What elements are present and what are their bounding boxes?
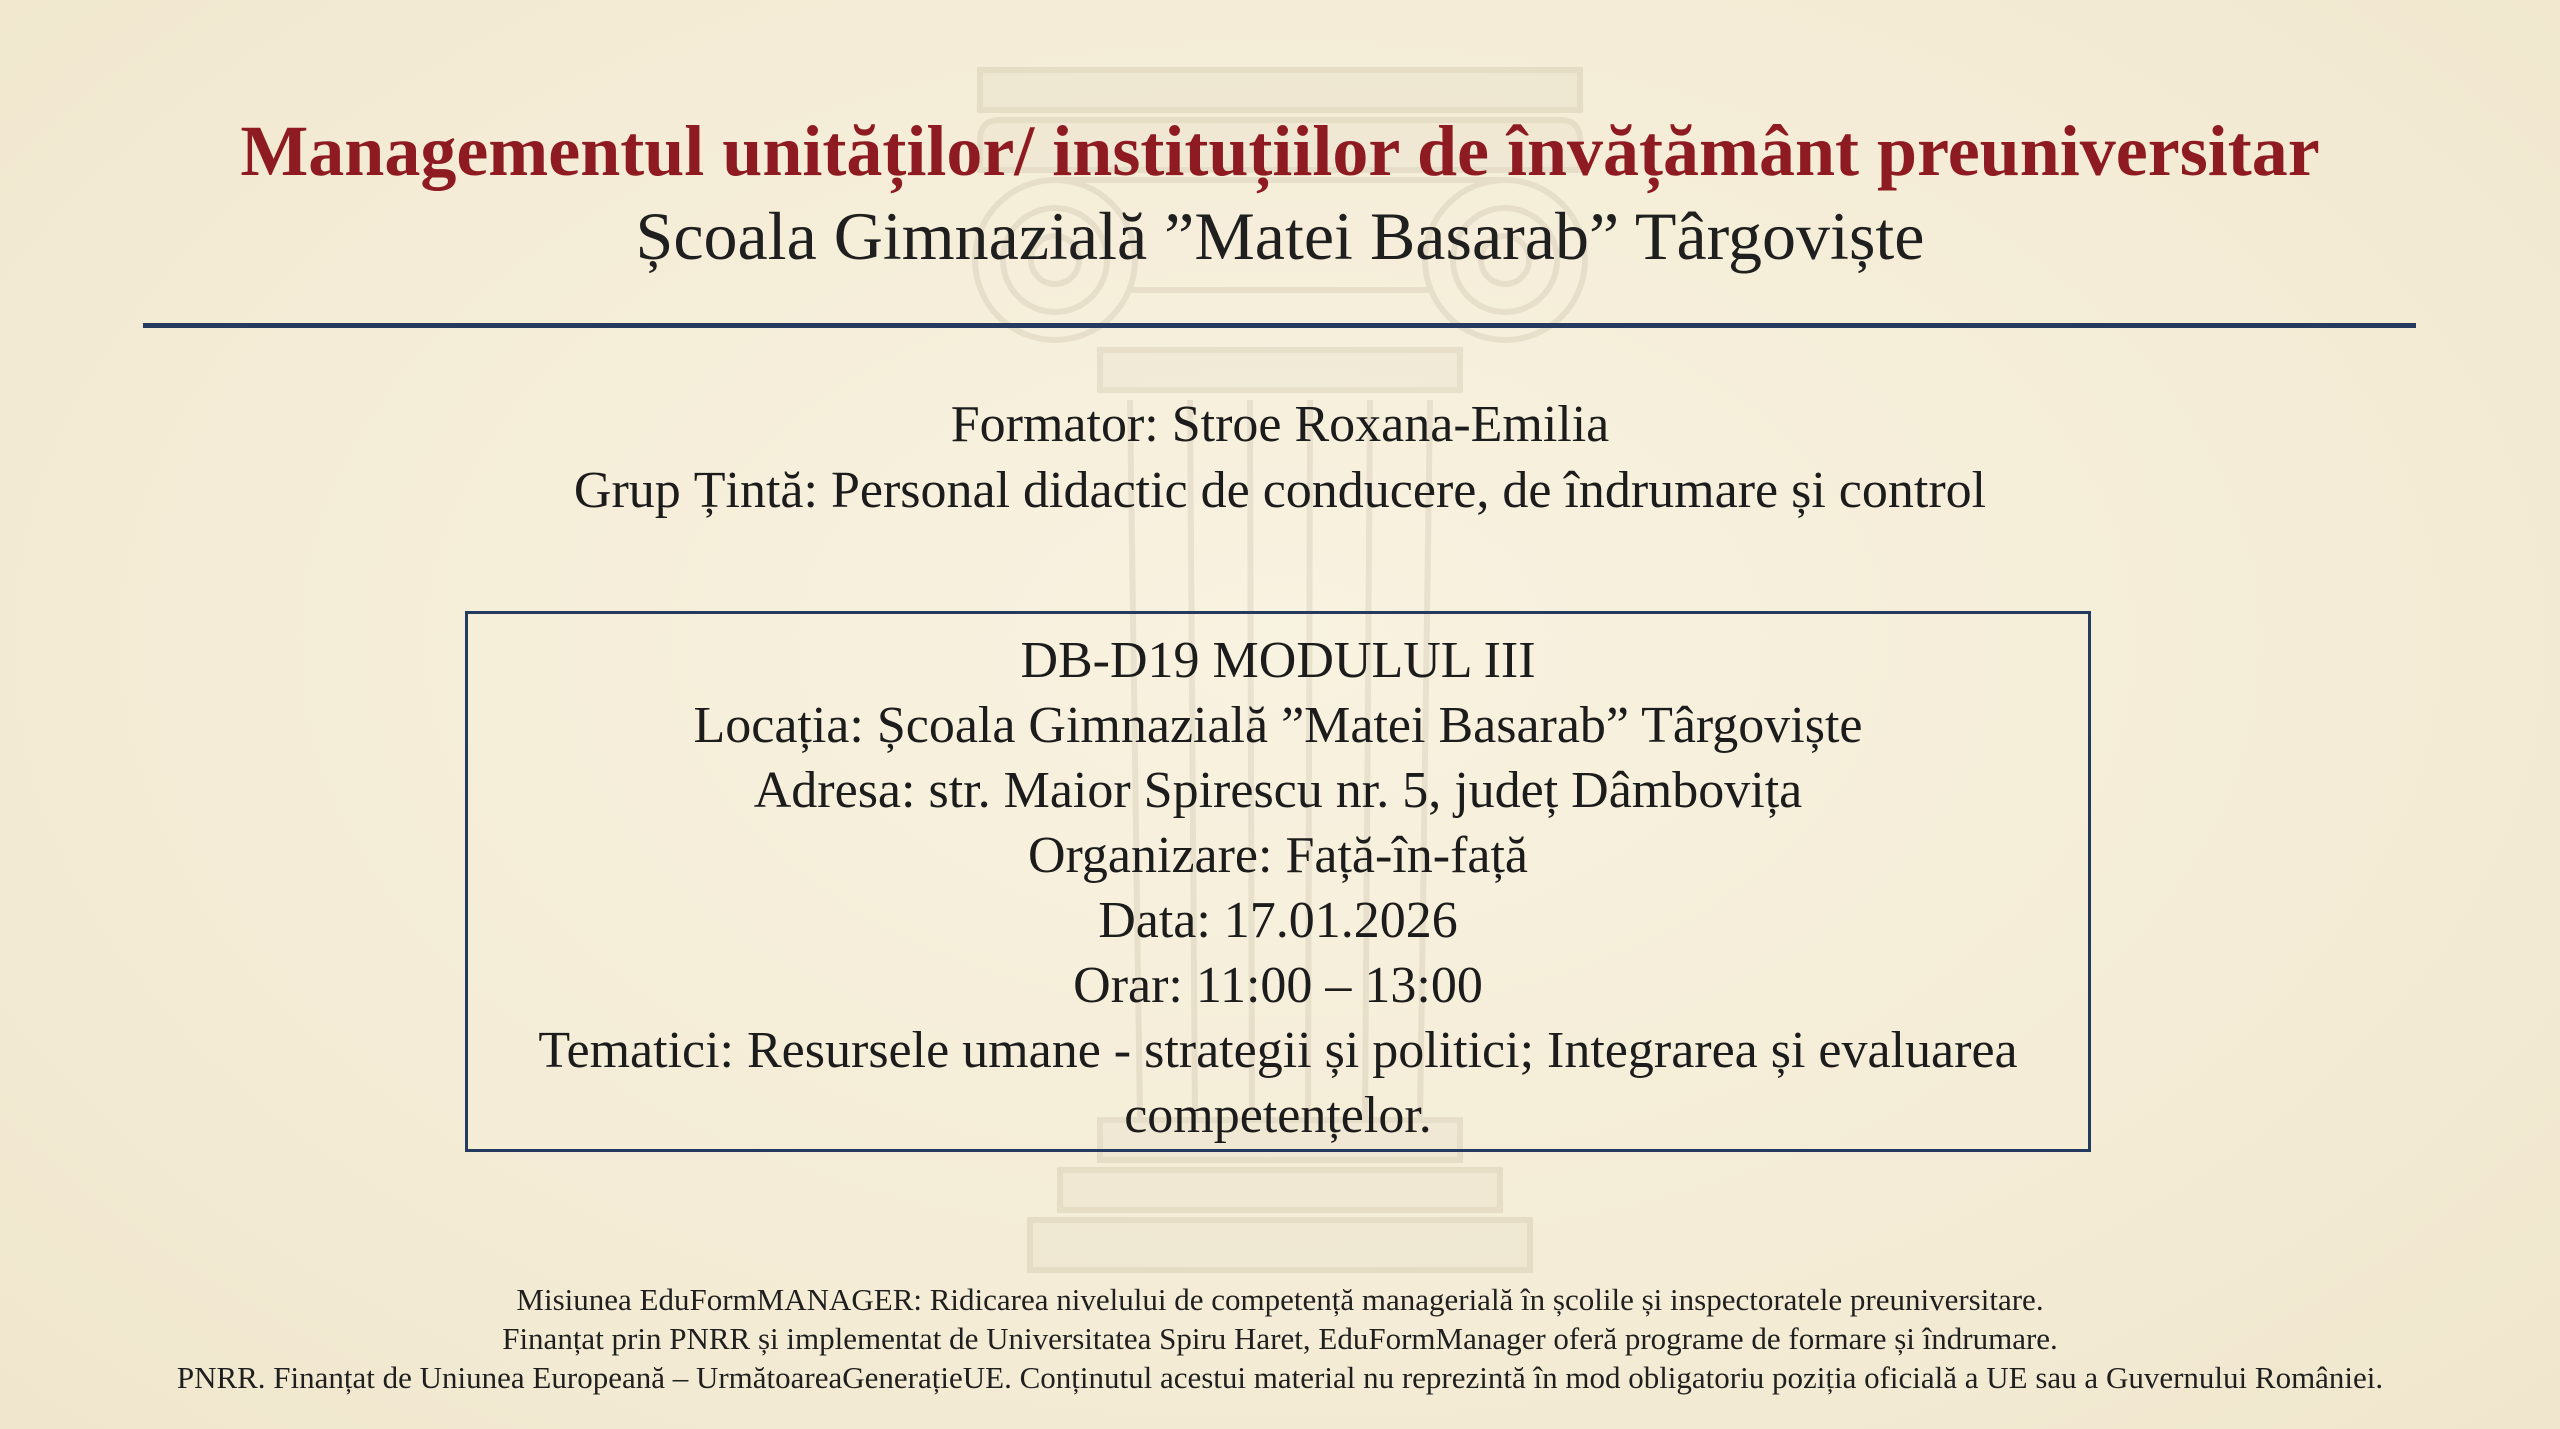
target-group: Grup Țintă: Personal didactic de conducere, de îndrumare și control [573, 462, 1987, 519]
module-date: Data: 17.01.2026 [1098, 892, 1458, 949]
module-topics-line1: Tematici: Resursele umane - strategii și politici; Integrarea și evaluarea [538, 1022, 2018, 1079]
page-title: Managementul unităților/ instituțiilor de învățământ preuniversitar [240, 111, 2320, 191]
module-topics-line2: competențelor. [1124, 1087, 1432, 1144]
footer-disclaimer: PNRR. Finanțat de Uniunea Europeană – UrmătoareaGenerațieUE. Conținutul acestui material nu reprezintă în mod obligatoriu poziția oficială a UE sau a Guvernului României. [176, 1360, 2384, 1395]
module-address: Adresa: str. Maior Spirescu nr. 5, județ Dâmbovița [753, 762, 1803, 819]
footer-mission: Misiunea EduFormMANAGER: Ridicarea nivelului de competență managerială în școlile și inspectoratele preuniversitare. [516, 1282, 2044, 1317]
trainer-info [0, 392, 2560, 524]
header [0, 108, 2560, 278]
trainer-name: Formator: Stroe Roxana-Emilia [950, 396, 1610, 453]
footer [0, 1280, 2560, 1397]
module-schedule: Orar: 11:00 – 13:00 [1073, 957, 1483, 1014]
header-divider [143, 323, 2416, 328]
module-details-box [465, 611, 2091, 1152]
footer-funding: Finanțat prin PNRR și implementat de Universitatea Spiru Haret, EduFormManager oferă programe de formare și îndrumare. [502, 1321, 2058, 1356]
module-organization: Organizare: Față-în-față [1028, 827, 1528, 884]
module-code: DB-D19 MODULUL III [1020, 632, 1536, 689]
page-subtitle: Școala Gimnazială ”Matei Basarab” Târgoviște [635, 198, 1925, 274]
module-location: Locația: Școala Gimnazială ”Matei Basarab” Târgoviște [693, 697, 1863, 754]
